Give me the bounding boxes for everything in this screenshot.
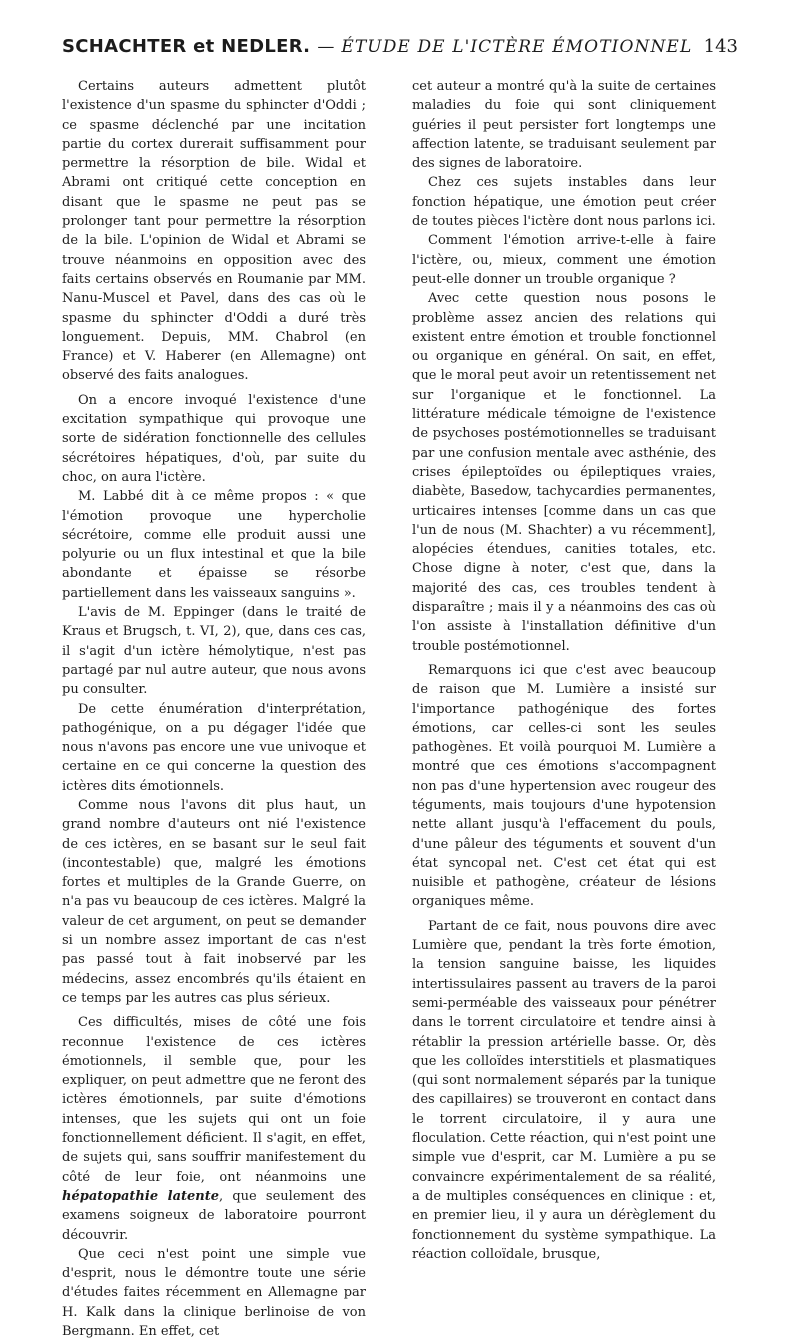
right-column xyxy=(412,77,716,1264)
paragraph: M. Labbé dit à ce même propos : « que l'émotion provoque une hypercholie sécrétoire, comme elle produit aussi une polyurie ou un flux intestinal et que la bile abondante et épaisse se résorbe partiellement dans les vaisseaux sanguins ». xyxy=(62,489,366,601)
header-article-title: ÉTUDE DE L'ICTÈRE ÉMOTIONNEL xyxy=(341,37,693,57)
paragraph-text: , que seulement des examens soigneux de laboratoire pourront découvrir. xyxy=(62,1188,367,1243)
page-number: 143 xyxy=(703,36,738,57)
paragraph: cet auteur a montré qu'à la suite de certaines maladies du foie qui sont cliniquement guéries il peut persister fort longtemps une affection latente, se traduisant seulement par des signes de laboratoire. xyxy=(412,79,716,172)
paragraph: Comme nous l'avons dit plus haut, un grand nombre d'auteurs ont nié l'existence de ces ictères, en se basant sur le seul fait (incontestable) que, malgré les émotions fortes et multiples de la Grande Guerre, on n'a pas vu beaucoup de ces ictères. Malgré la valeur de cet argument, on peut se demander si un nombre assez important de cas n'est pas passé tout à fait inobservé par les médecins, assez encombrés qu'ils étaient en ce temps par les autres cas plus sérieux. xyxy=(62,797,366,1006)
paragraph: Certains auteurs admettent plutôt l'existence d'un spasme du sphincter d'Oddi ; ce spasme déclenché par une incitation partie du cortex durerait suffisamment pour permettre la résorption de bile. Widal et Abrami ont critiqué cette conception en disant que le spasme ne peut pas se prolonger tant pour permettre la résorption de la bile. L'opinion de Widal et Abrami se trouve néanmoins en opposition avec des faits certains observés en Roumanie par MM. Nanu-Muscel et Pavel, dans des cas où le spasme du sphincter d'Oddi a duré très longuement. Depuis, MM. Chabrol (en France) et V. Haberer (en Allemagne) ont observé des faits analogues. xyxy=(62,79,366,384)
running-head xyxy=(62,36,738,57)
paragraph: Chez ces sujets instables dans leur fonction hépatique, une émotion peut créer de toutes pièces l'ictère dont nous parlons ici. xyxy=(412,175,716,230)
paragraph: Comment l'émotion arrive-t-elle à faire l'ictère, ou, mieux, comment une émotion peut-elle donner un trouble organique ? xyxy=(412,233,716,287)
paragraph: Que ceci n'est point une simple vue d'esprit, nous le démontre toute une série d'études faites récemment en Allemagne par H. Kalk dans la clinique berlinoise de von Bergmann. En effet, cet xyxy=(62,1246,366,1339)
left-column xyxy=(62,77,366,1341)
paragraph xyxy=(62,1013,366,1245)
paragraph: Remarquons ici que c'est avec beaucoup de raison que M. Lumière a insisté sur l'importance pathogénique des fortes émotions, car celles-ci sont les seules pathogènes. Et voilà pourquoi M. Lumière a montré que ces émotions s'accompagnent non pas d'une hypertension avec rougeur des téguments, mais toujours d'une hypotension nette allant jusqu'à l'effacement du pouls, d'une pâleur des téguments et souvent d'un état syncopal net. C'est cet état qui est nuisible et pathogène, créateur de lésions organiques même. xyxy=(412,662,716,910)
paragraph: On a encore invoqué l'existence d'une excitation sympathique qui provoque une sorte de sidération fonctionnelle des cellules sécrétoires hépatiques, d'où, par suite du choc, on aura l'ictère. xyxy=(62,392,366,485)
paragraph: Partant de ce fait, nous pouvons dire avec Lumière que, pendant la très forte émotion, la tension sanguine baisse, les liquides intertissulaires passent au travers de la paroi semi-perméable des vaisseaux pour pénétrer dans le torrent circulatoire et tendre ainsi à rétablir la pression artérielle basse. Or, dès que les colloïdes interstitiels et plasmatiques (qui sont normalement séparés par la tunique des capillaires) se trouveront en contact dans le torrent circulatoire, il y aura une floculation. Cette réaction, qui n'est point une simple vue d'esprit, car M. Lumière a pu se convaincre expérimentalement de sa réalité, a de multiples conséquences en clinique : et, en premier lieu, il y aura un dérèglement du fonctionnement du système sympathique. La réaction colloïdale, brusque, xyxy=(412,918,716,1262)
paragraph: De cette énumération d'interprétation, pathogénique, on a pu dégager l'idée que nous n'avons pas encore une vue univoque et certaine en ce qui concerne la question des ictères dits émotionnels. xyxy=(62,701,366,794)
header-dash: — xyxy=(317,37,335,57)
paragraph-text: Ces difficultés, mises de côté une fois reconnue l'existence de ces ictères émotionnels, il semble que, pour les expliquer, on peut admettre que ne feront des ictères émotionnels, par suite d'émotions intenses, que les sujets qui ont un foie fonctionnellement déficient. Il s'agit, en effet, de sujets qui, sans souffrir manifestement du côté de leur foie, ont néanmoins une xyxy=(62,1015,366,1185)
paragraph: Avec cette question nous posons le problème assez ancien des relations qui existent entre émotion et trouble fonctionnel ou organique en général. On sait, en effet, que le moral peut avoir un retentissement net sur l'organique et le fonctionnel. La littérature médicale témoigne de l'existence de psychoses postémotionnelles se traduisant par une confusion mentale avec asthénie, des crises épileptoïdes ou épileptiques vraies, diabète, Basedow, tachycardies permanentes, urticaires intenses [comme dans un cas que l'un de nous (M. Shachter) a vu récemment], alopécies étendues, canities totales, etc. Chose digne à noter, c'est que, dans la majorité des cas, ces troubles tendent à disparaître ; mais il y a néanmoins des cas où l'on assiste à l'installation définitive d'un trouble postémotionnel. xyxy=(412,291,716,654)
emphasis-term: hépatopathie latente xyxy=(62,1188,220,1204)
paragraph: L'avis de M. Eppinger (dans le traité de Kraus et Brugsch, t. VI, 2), que, dans ces cas, il s'agit d'un ictère hémolytique, n'est pas partagé par nul autre auteur, que nous avons pu consulter. xyxy=(62,605,366,698)
header-authors: SCHACHTER et NEDLER. xyxy=(62,36,311,57)
